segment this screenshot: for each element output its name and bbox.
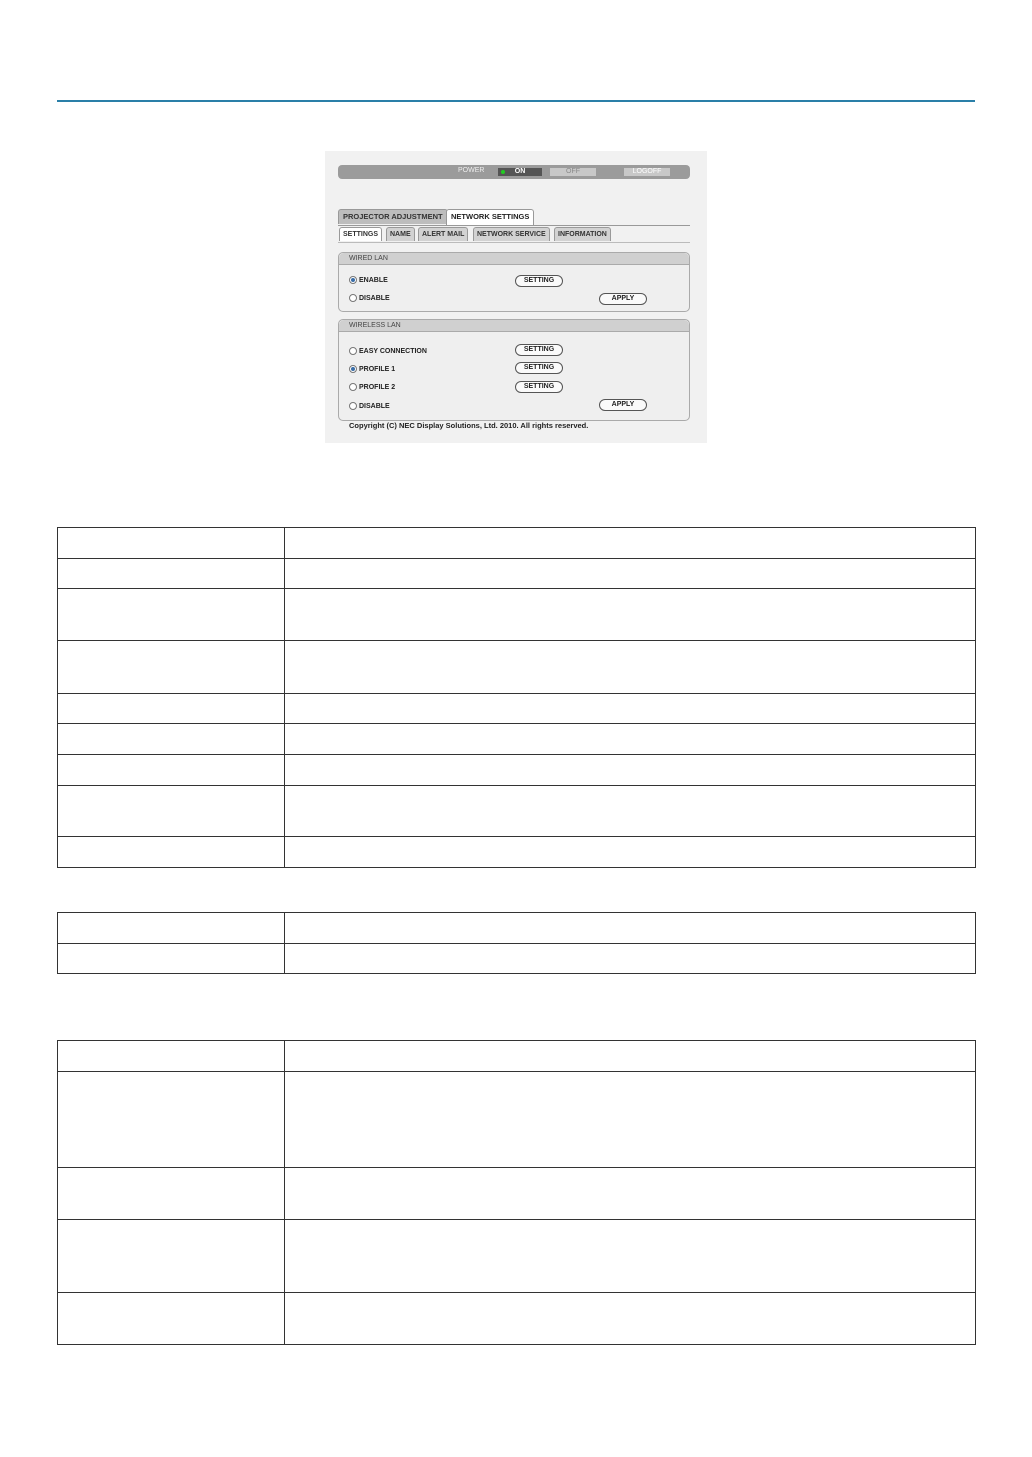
table-cell bbox=[58, 837, 285, 868]
table-row bbox=[58, 1168, 976, 1220]
wireless-easy-connection-option[interactable] bbox=[349, 347, 427, 355]
table-cell bbox=[58, 1168, 285, 1220]
power-bar bbox=[338, 165, 690, 179]
table-row bbox=[58, 641, 976, 694]
settings-table-1 bbox=[57, 527, 976, 868]
profile2-label: PROFILE 2 bbox=[359, 383, 396, 391]
table-cell bbox=[285, 944, 976, 974]
table-cell bbox=[58, 559, 285, 589]
wired-disable-label: DISABLE bbox=[359, 294, 390, 302]
wireless-lan-title: WIRELESS LAN bbox=[339, 320, 689, 332]
wired-setting-button[interactable]: SETTING bbox=[515, 275, 563, 287]
tab-network-settings[interactable]: NETWORK SETTINGS bbox=[446, 209, 534, 225]
table-cell bbox=[285, 589, 976, 641]
table-cell bbox=[285, 641, 976, 694]
sub-tabs bbox=[338, 227, 690, 243]
table-row bbox=[58, 786, 976, 837]
wired-enable-label: ENABLE bbox=[359, 276, 388, 284]
logoff-button[interactable]: LOGOFF bbox=[624, 168, 670, 176]
radio-unchecked-icon[interactable] bbox=[349, 383, 357, 391]
easy-connection-label: EASY CONNECTION bbox=[359, 347, 427, 355]
tab-settings[interactable]: SETTINGS bbox=[339, 227, 382, 241]
profile1-setting-button[interactable]: SETTING bbox=[515, 362, 563, 374]
table-row bbox=[58, 559, 976, 589]
table-cell bbox=[285, 1072, 976, 1168]
wireless-disable-option[interactable] bbox=[349, 402, 390, 410]
table-row bbox=[58, 1072, 976, 1168]
table-cell bbox=[58, 528, 285, 559]
wired-apply-button[interactable]: APPLY bbox=[599, 293, 647, 305]
table-cell bbox=[58, 1293, 285, 1345]
table-cell bbox=[58, 1072, 285, 1168]
table-cell bbox=[285, 755, 976, 786]
table-row bbox=[58, 724, 976, 755]
settings-table-2 bbox=[57, 912, 976, 974]
table-row bbox=[58, 694, 976, 724]
profile2-setting-button[interactable]: SETTING bbox=[515, 381, 563, 393]
table-cell bbox=[285, 1293, 976, 1345]
wired-lan-group bbox=[338, 252, 690, 312]
wireless-profile1-option[interactable] bbox=[349, 365, 395, 373]
table-cell bbox=[285, 913, 976, 944]
table-row bbox=[58, 944, 976, 974]
table-row bbox=[58, 837, 976, 868]
profile1-label: PROFILE 1 bbox=[359, 365, 396, 373]
table-cell bbox=[58, 913, 285, 944]
table-cell bbox=[285, 1220, 976, 1293]
table-cell bbox=[58, 1041, 285, 1072]
power-on-button[interactable] bbox=[498, 168, 542, 176]
wireless-profile2-option[interactable] bbox=[349, 383, 395, 391]
table-cell bbox=[58, 755, 285, 786]
table-cell bbox=[58, 1220, 285, 1293]
wireless-apply-button[interactable]: APPLY bbox=[599, 399, 647, 411]
wireless-disable-label: DISABLE bbox=[359, 402, 390, 410]
power-label: POWER bbox=[458, 167, 485, 174]
header-rule bbox=[57, 100, 975, 102]
wired-disable-option[interactable] bbox=[349, 294, 390, 302]
table-cell bbox=[285, 724, 976, 755]
table-row bbox=[58, 1293, 976, 1345]
wired-enable-option[interactable] bbox=[349, 276, 388, 284]
radio-unchecked-icon[interactable] bbox=[349, 294, 357, 302]
table-cell bbox=[58, 641, 285, 694]
table-row bbox=[58, 755, 976, 786]
tab-network-service[interactable]: NETWORK SERVICE bbox=[473, 227, 550, 241]
wired-lan-title: WIRED LAN bbox=[339, 253, 689, 265]
table-row bbox=[58, 1041, 976, 1072]
radio-unchecked-icon[interactable] bbox=[349, 347, 357, 355]
table-cell bbox=[285, 786, 976, 837]
power-led-icon bbox=[501, 170, 505, 174]
table-cell bbox=[285, 559, 976, 589]
table-cell bbox=[58, 694, 285, 724]
table-cell bbox=[285, 528, 976, 559]
radio-checked-icon[interactable] bbox=[349, 365, 357, 373]
radio-checked-icon[interactable] bbox=[349, 276, 357, 284]
power-on-label: ON bbox=[514, 168, 526, 175]
table-row bbox=[58, 528, 976, 559]
tab-projector-adjustment[interactable]: PROJECTOR ADJUSTMENT bbox=[338, 209, 448, 224]
table-cell bbox=[285, 837, 976, 868]
wireless-lan-group bbox=[338, 319, 690, 421]
copyright-text: Copyright (C) NEC Display Solutions, Ltd. 2010. All rights reserved. bbox=[349, 421, 589, 430]
radio-unchecked-icon[interactable] bbox=[349, 402, 357, 410]
table-row bbox=[58, 913, 976, 944]
table-row bbox=[58, 589, 976, 641]
easy-connection-setting-button[interactable]: SETTING bbox=[515, 344, 563, 356]
tab-information[interactable]: INFORMATION bbox=[554, 227, 611, 241]
main-tabs bbox=[338, 209, 690, 226]
power-off-button[interactable]: OFF bbox=[550, 168, 596, 176]
table-cell bbox=[285, 1041, 976, 1072]
table-cell bbox=[58, 724, 285, 755]
tab-alert-mail[interactable]: ALERT MAIL bbox=[418, 227, 468, 241]
settings-table-3 bbox=[57, 1040, 976, 1345]
table-cell bbox=[58, 944, 285, 974]
table-cell bbox=[285, 694, 976, 724]
table-cell bbox=[58, 786, 285, 837]
tab-name[interactable]: NAME bbox=[386, 227, 415, 241]
web-settings-screenshot bbox=[325, 151, 707, 443]
table-row bbox=[58, 1220, 976, 1293]
table-cell bbox=[285, 1168, 976, 1220]
table-cell bbox=[58, 589, 285, 641]
